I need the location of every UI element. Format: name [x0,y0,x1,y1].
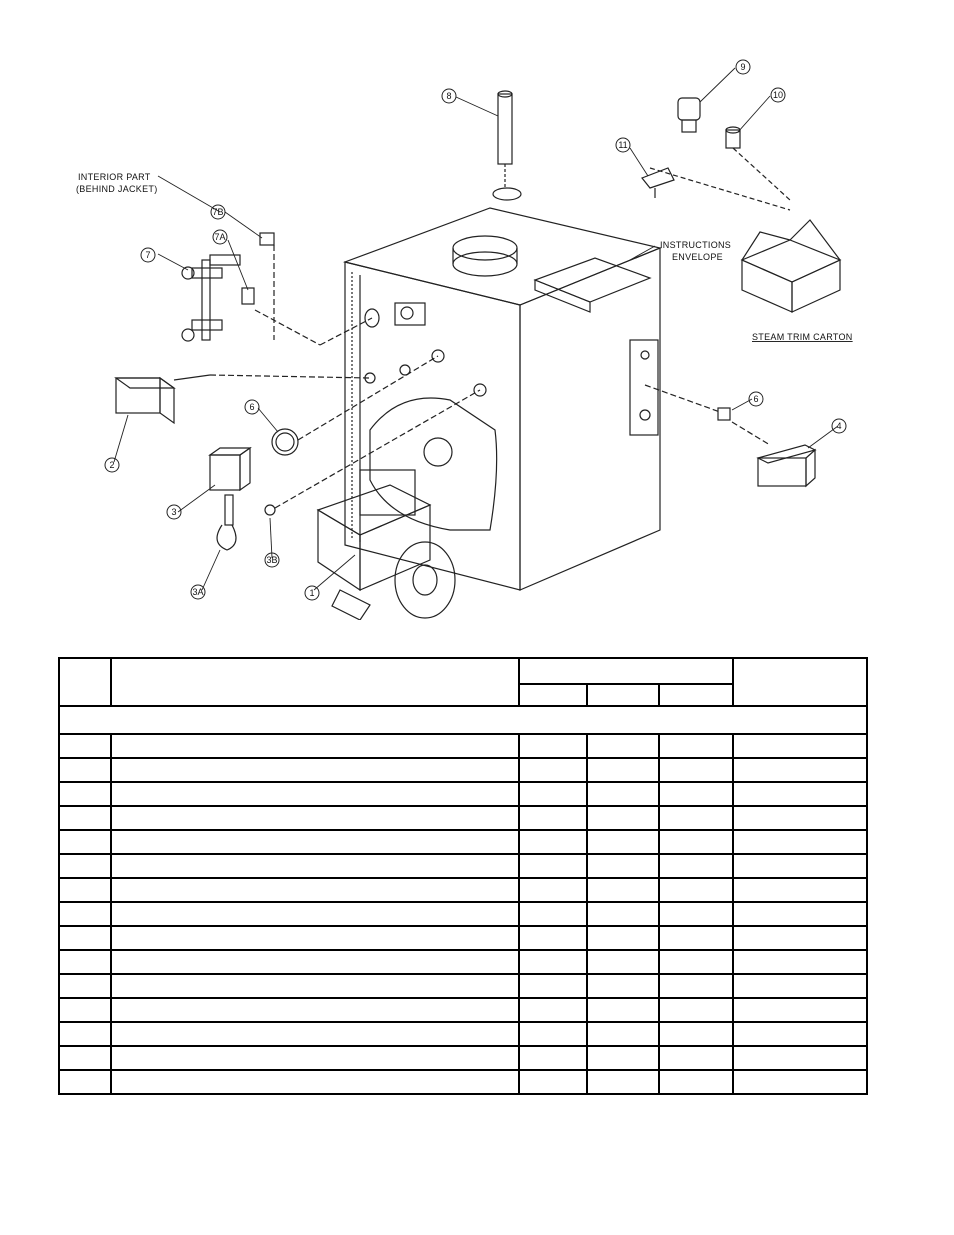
callout-6-left: 6 [249,402,255,412]
table-cell [59,950,111,974]
table-cell [659,878,733,902]
table-cell [111,734,519,758]
control-box-4 [645,385,815,486]
table-cell [733,782,867,806]
table-cell [587,734,659,758]
callout-3b: 3B [266,555,278,565]
table-row [59,782,867,806]
table-cell [519,974,587,998]
table-cell [111,758,519,782]
section-title-row [59,706,867,734]
table-cell [111,974,519,998]
table-row [59,854,867,878]
table-cell [59,926,111,950]
table-cell [587,758,659,782]
table-cell [587,998,659,1022]
table-cell [111,1022,519,1046]
subheader-cell [659,684,733,706]
table-cell [519,782,587,806]
header-item-cell [59,658,111,706]
callout-1: 1 [309,588,315,598]
table-cell [587,926,659,950]
pressure-gauge [272,356,438,455]
callout-6-right: 6 [753,394,759,404]
table-cell [733,902,867,926]
table-cell [733,878,867,902]
table-cell [733,806,867,830]
table-row [59,734,867,758]
table-row [59,950,867,974]
callout-2: 2 [109,460,115,470]
callout-11: 11 [618,140,628,150]
table-cell [519,878,587,902]
table-cell [587,1070,659,1094]
parts-table-body [59,658,867,1094]
table-cell [587,806,659,830]
table-cell [519,926,587,950]
table-cell [587,974,659,998]
table-cell [111,926,519,950]
callout-8: 8 [446,91,452,101]
table-cell [59,854,111,878]
table-cell [733,758,867,782]
table-row [59,902,867,926]
table-cell [659,998,733,1022]
table-cell [733,1070,867,1094]
callout-3: 3 [171,507,177,517]
table-cell [59,758,111,782]
table-cell [111,830,519,854]
table-cell [733,1022,867,1046]
table-cell [59,878,111,902]
table-row [59,758,867,782]
table-cell [587,854,659,878]
table-cell [519,854,587,878]
table-cell [111,998,519,1022]
table-cell [659,950,733,974]
table-cell [659,806,733,830]
table-cell [659,854,733,878]
table-cell [587,1046,659,1070]
table-cell [59,1070,111,1094]
table-header-row [59,658,867,684]
table-cell [59,1046,111,1070]
table-cell [59,830,111,854]
table-cell [659,1070,733,1094]
table-cell [519,758,587,782]
table-cell [587,1022,659,1046]
boiler-jacket [345,188,660,590]
table-row [59,878,867,902]
table-cell [659,974,733,998]
table-cell [659,1022,733,1046]
table-row [59,1022,867,1046]
table-cell [733,926,867,950]
section-title-cell [59,706,867,734]
table-cell [659,902,733,926]
callout-10: 10 [772,90,784,100]
table-cell [519,998,587,1022]
table-cell [519,1070,587,1094]
control-box-2 [116,375,370,423]
table-cell [733,950,867,974]
table-cell [659,782,733,806]
table-cell [111,782,519,806]
table-cell [587,830,659,854]
table-cell [733,974,867,998]
table-cell [59,1022,111,1046]
table-cell [59,806,111,830]
table-cell [519,1046,587,1070]
table-cell [519,1022,587,1046]
callout-7a: 7A [214,232,226,242]
header-part-number-cell [733,658,867,706]
parts-list-table [58,657,868,1095]
table-cell [59,734,111,758]
behind-jacket-label: (BEHIND JACKET) [76,184,158,194]
table-cell [733,998,867,1022]
envelope-label: ENVELOPE [672,252,723,262]
callout-7: 7 [145,250,151,260]
instructions-label: INSTRUCTIONS [660,240,732,250]
callout-4: 4 [836,421,842,431]
table-cell [519,830,587,854]
table-cell [659,926,733,950]
table-cell [587,782,659,806]
table-row [59,830,867,854]
table-cell [111,806,519,830]
table-row [59,926,867,950]
table-row [59,998,867,1022]
table-row [59,806,867,830]
steam-trim-carton-label: STEAM TRIM CARTON [752,332,853,342]
table-cell [733,1046,867,1070]
callout-leaders [114,68,838,590]
callout-7b: 7B [212,207,224,217]
table-cell [519,806,587,830]
burner-assembly [318,470,455,620]
table-cell [733,830,867,854]
table-cell [111,1070,519,1094]
table-cell [659,758,733,782]
table-cell [519,734,587,758]
table-cell [587,902,659,926]
table-cell [59,974,111,998]
table-cell [111,878,519,902]
interior-part-label: INTERIOR PART [78,172,151,182]
subheader-cell [587,684,659,706]
table-cell [587,878,659,902]
exploded-parts-diagram [70,50,870,620]
steam-trim-fittings [642,98,740,198]
diagram-canvas [70,50,870,620]
table-cell [659,734,733,758]
header-quantity-group-cell [519,658,733,684]
steam-trim-carton [650,148,840,312]
table-cell [59,782,111,806]
header-description-cell [111,658,519,706]
riser-pipe [498,91,512,188]
table-cell [733,854,867,878]
gauge-glass-assembly [182,233,372,345]
table-cell [519,950,587,974]
callout-3a: 3A [192,587,204,597]
table-cell [519,902,587,926]
table-cell [111,1046,519,1070]
table-cell [59,998,111,1022]
table-cell [111,854,519,878]
subheader-cell [519,684,587,706]
table-cell [659,1046,733,1070]
table-cell [659,830,733,854]
callout-9: 9 [740,62,746,72]
table-cell [587,950,659,974]
table-row [59,974,867,998]
table-cell [733,734,867,758]
table-row [59,1070,867,1094]
table-row [59,1046,867,1070]
table-cell [111,950,519,974]
table-cell [59,902,111,926]
table-cell [111,902,519,926]
